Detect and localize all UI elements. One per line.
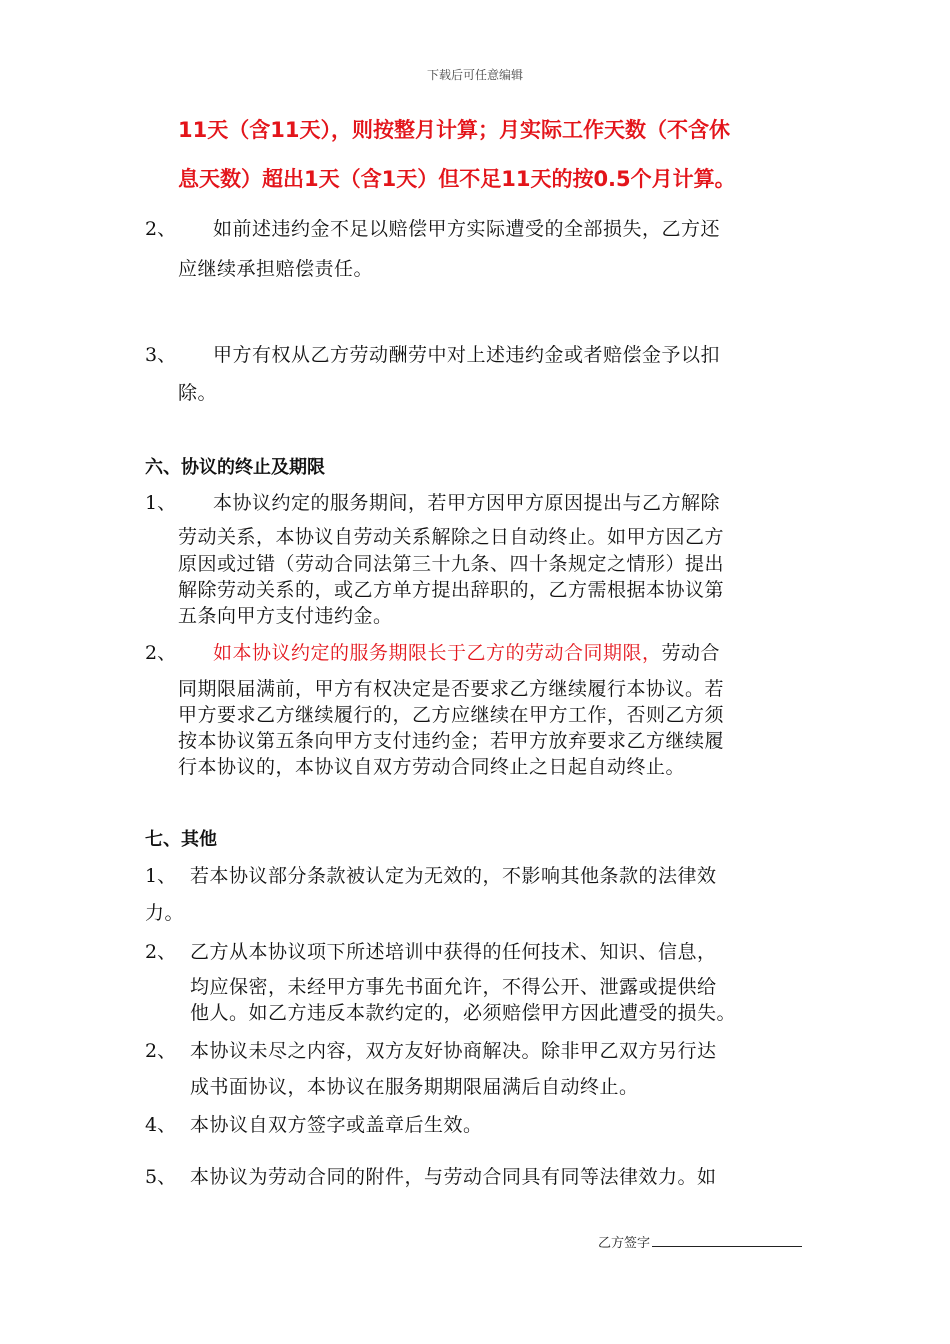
- clause5-item2-line1: 如前述违约金不足以赔偿甲方实际遭受的全部损失，乙方还: [213, 218, 721, 240]
- signature-label: 乙方签字: [598, 1236, 651, 1251]
- section7-item3-line2: 成书面协议，本协议在服务期期限届满后自动终止。: [190, 1076, 639, 1098]
- clause5-item2-number: 2、: [145, 218, 177, 240]
- section7-item1-number: 1、: [145, 865, 177, 887]
- section7-item3-line1: 本协议未尽之内容，双方友好协商解决。除非甲乙双方另行达: [190, 1040, 717, 1062]
- section7-title: 七、其他: [145, 829, 217, 850]
- section6-title: 六、协议的终止及期限: [145, 457, 325, 478]
- section6-item1-line3: 原因或过错（劳动合同法第三十九条、四十条规定之情形）提出: [178, 553, 725, 575]
- clause5-item3-line2: 除。: [178, 382, 218, 404]
- clause5-cont-line2: 息天数）超出1天（含1天）但不足11天的按0.5个月计算。: [178, 167, 736, 191]
- section7-item5-line1: 本协议为劳动合同的附件，与劳动合同具有同等法律效力。如: [190, 1166, 717, 1188]
- section6-item2-line3: 甲方要求乙方继续履行的，乙方应继续在甲方工作，否则乙方须: [178, 704, 725, 726]
- section7-item2-number: 2、: [145, 941, 177, 963]
- signature-line[interactable]: [652, 1234, 802, 1247]
- section6-item2-line4: 按本协议第五条向甲方支付违约金；若甲方放弃要求乙方继续履: [178, 730, 725, 752]
- section6-item1-number: 1、: [145, 492, 177, 514]
- section7-item1-line2: 力。: [145, 902, 185, 924]
- clause5-item3-number: 3、: [145, 344, 177, 366]
- section6-item1-line2: 劳动关系，本协议自劳动关系解除之日自动终止。如甲方因乙方: [178, 526, 725, 548]
- clause5-item3-line1: 甲方有权从乙方劳动酬劳中对上述违约金或者赔偿金予以扣: [213, 344, 721, 366]
- section6-item1-line4: 解除劳动关系的，或乙方单方提出辞职的，乙方需根据本协议第: [178, 579, 725, 601]
- section6-item2-number: 2、: [145, 642, 177, 664]
- clause5-cont-line1: 11天（含11天），则按整月计算；月实际工作天数（不含休: [178, 118, 730, 142]
- section7-item2-line1: 乙方从本协议项下所述培训中获得的任何技术、知识、信息，: [190, 941, 717, 963]
- clause5-item2-line2: 应继续承担赔偿责任。: [178, 258, 374, 280]
- section7-item1-line1: 若本协议部分条款被认定为无效的，不影响其他条款的法律效: [190, 865, 717, 887]
- section6-item1-line5: 五条向甲方支付违约金。: [178, 605, 393, 627]
- section7-item4-number: 4、: [145, 1114, 177, 1136]
- section7-item4-line1: 本协议自双方签字或盖章后生效。: [190, 1114, 483, 1136]
- section6-item1-line1: 本协议约定的服务期间，若甲方因甲方原因提出与乙方解除: [213, 492, 721, 514]
- section7-item5-number: 5、: [145, 1166, 177, 1188]
- section7-item2-line3: 他人。如乙方违反本款约定的，必须赔偿甲方因此遭受的损失。: [190, 1002, 737, 1024]
- section6-item2-line2: 同期限届满前，甲方有权决定是否要求乙方继续履行本协议。若: [178, 678, 725, 700]
- page-header: 下载后可任意编辑: [426, 68, 523, 82]
- signature-area: [598, 1232, 802, 1251]
- section6-item2-line1-highlight: 如本协议约定的服务期限长于乙方的劳动合同期限，: [213, 642, 662, 664]
- section6-item2-line1-rest: 劳动合: [661, 642, 721, 664]
- section6-item2-line5: 行本协议的，本协议自双方劳动合同终止之日起自动终止。: [178, 756, 686, 778]
- section6-item2-line1: [213, 638, 720, 665]
- section7-item3-number: 2、: [145, 1040, 177, 1062]
- section7-item2-line2: 均应保密，未经甲方事先书面允许，不得公开、泄露或提供给: [190, 976, 717, 998]
